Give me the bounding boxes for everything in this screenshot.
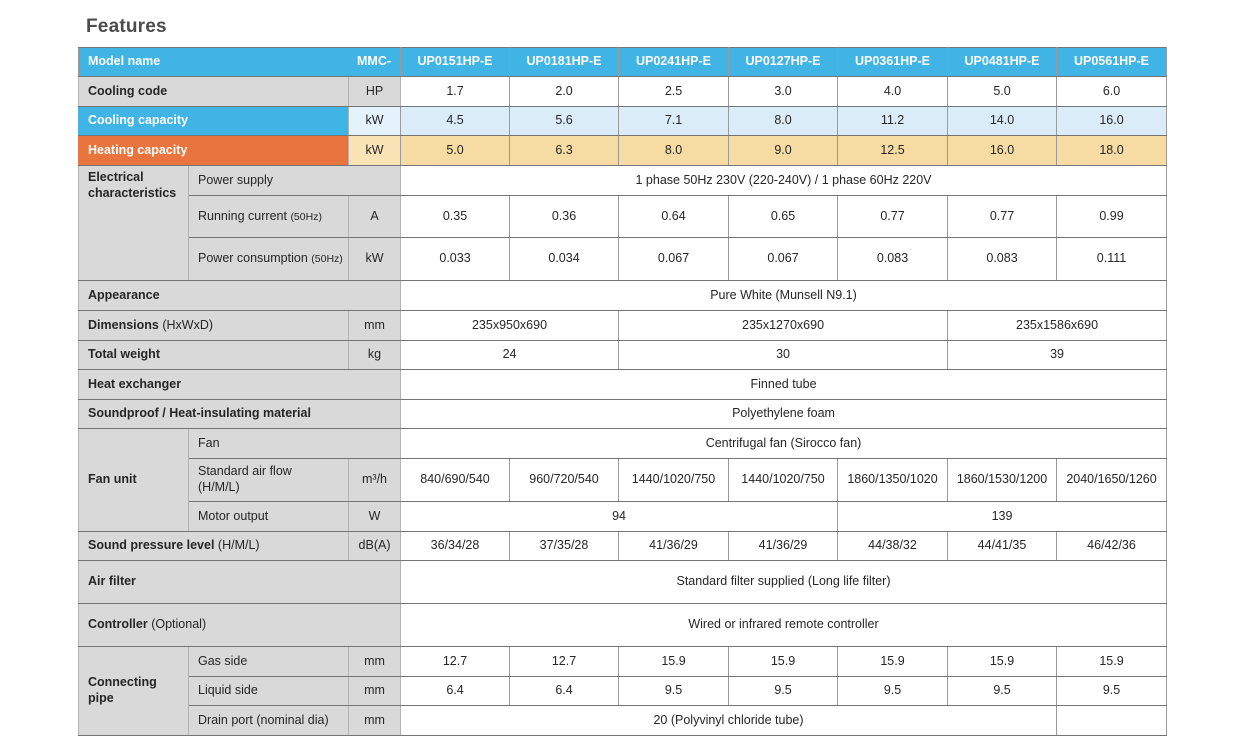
unit-cell: mm <box>349 647 401 677</box>
value-cell: 960/720/540 <box>510 459 619 502</box>
value-cell: 9.5 <box>948 677 1057 706</box>
row-label: Controller (Optional) <box>79 604 401 647</box>
value-cell: 6.3 <box>510 136 619 166</box>
value-cell: 9.0 <box>729 136 838 166</box>
row-gas-side <box>79 647 1167 677</box>
value-cell: Polyethylene foam <box>401 400 1167 429</box>
row-label: Dimensions (HxWxD) <box>79 311 349 341</box>
value-cell: 37/35/28 <box>510 532 619 561</box>
value-cell: 15.9 <box>619 647 729 677</box>
value-cell: 235x1270x690 <box>619 311 948 341</box>
value-cell: 15.9 <box>948 647 1057 677</box>
row-appearance <box>79 281 1167 311</box>
row-heating-capacity <box>79 136 1167 166</box>
value-cell: 0.034 <box>510 238 619 281</box>
value-cell: Standard filter supplied (Long life filter) <box>401 561 1167 604</box>
value-cell: 44/38/32 <box>838 532 948 561</box>
value-cell: 5.6 <box>510 107 619 136</box>
group-label: Fan unit <box>79 429 189 532</box>
sub-label: Running current (50Hz) <box>189 196 349 238</box>
unit-cell: dB(A) <box>349 532 401 561</box>
model-name-header: UP0151HP-E <box>401 48 510 77</box>
value-cell: 9.5 <box>619 677 729 706</box>
row-cooling-code <box>79 77 1167 107</box>
value-cell: 24 <box>401 341 619 370</box>
sub-label: Standard air flow (H/M/L) <box>189 459 349 502</box>
row-label: Appearance <box>79 281 401 311</box>
value-cell: 5.0 <box>401 136 510 166</box>
row-label: Heating capacity <box>79 136 349 166</box>
row-controller <box>79 604 1167 647</box>
spec-table <box>78 47 1167 736</box>
row-fan <box>79 429 1167 459</box>
value-cell: 0.083 <box>838 238 948 281</box>
value-cell: 9.5 <box>838 677 948 706</box>
value-cell: 7.1 <box>619 107 729 136</box>
value-cell: 41/36/29 <box>729 532 838 561</box>
value-cell: 6.4 <box>401 677 510 706</box>
value-cell: 0.36 <box>510 196 619 238</box>
value-cell: 44/41/35 <box>948 532 1057 561</box>
row-label: Air filter <box>79 561 401 604</box>
model-name-header: UP0481HP-E <box>948 48 1057 77</box>
value-cell: Finned tube <box>401 370 1167 400</box>
model-prefix-label: MMC- <box>357 54 392 69</box>
sub-label: Motor output <box>189 502 349 532</box>
empty-value-cell <box>1057 706 1167 736</box>
value-cell: 6.4 <box>510 677 619 706</box>
model-name-header: UP0181HP-E <box>510 48 619 77</box>
value-cell: 1860/1530/1200 <box>948 459 1057 502</box>
value-cell: 0.35 <box>401 196 510 238</box>
sub-label: Power consumption (50Hz) <box>189 238 349 281</box>
row-label: Cooling capacity <box>79 107 349 136</box>
value-cell: 8.0 <box>619 136 729 166</box>
row-power-consumption <box>79 238 1167 281</box>
value-cell: 41/36/29 <box>619 532 729 561</box>
value-cell: 1440/1020/750 <box>729 459 838 502</box>
value-cell: 2.5 <box>619 77 729 107</box>
value-cell: 15.9 <box>729 647 838 677</box>
model-name-header: UP0361HP-E <box>838 48 948 77</box>
unit-cell: kW <box>349 238 401 281</box>
unit-cell: kW <box>349 136 401 166</box>
value-cell: 235x1586x690 <box>948 311 1167 341</box>
row-label: Heat exchanger <box>79 370 401 400</box>
row-total-weight <box>79 341 1167 370</box>
sub-label: Drain port (nominal dia) <box>189 706 349 736</box>
value-cell: 2.0 <box>510 77 619 107</box>
value-cell: 12.7 <box>510 647 619 677</box>
value-cell: 16.0 <box>948 136 1057 166</box>
value-cell: Wired or infrared remote controller <box>401 604 1167 647</box>
model-name-header: UP0127HP-E <box>729 48 838 77</box>
row-drain-port <box>79 706 1167 736</box>
row-motor-output <box>79 502 1167 532</box>
value-cell: 0.77 <box>948 196 1057 238</box>
model-name-header <box>79 48 401 77</box>
value-cell: 0.033 <box>401 238 510 281</box>
value-cell: 8.0 <box>729 107 838 136</box>
value-cell: 4.0 <box>838 77 948 107</box>
value-cell: Centrifugal fan (Sirocco fan) <box>401 429 1167 459</box>
row-sound-pressure-level <box>79 532 1167 561</box>
value-cell: 0.65 <box>729 196 838 238</box>
value-cell: Pure White (Munsell N9.1) <box>401 281 1167 311</box>
model-name-header: UP0241HP-E <box>619 48 729 77</box>
row-running-current <box>79 196 1167 238</box>
sub-label: Power supply <box>189 166 401 196</box>
unit-cell: mm <box>349 677 401 706</box>
value-cell: 18.0 <box>1057 136 1167 166</box>
row-label: Cooling code <box>79 77 349 107</box>
value-cell: 139 <box>838 502 1167 532</box>
row-label: Total weight <box>79 341 349 370</box>
value-cell: 0.067 <box>619 238 729 281</box>
value-cell: 1 phase 50Hz 230V (220-240V) / 1 phase 60Hz 220V <box>401 166 1167 196</box>
value-cell: 3.0 <box>729 77 838 107</box>
value-cell: 0.77 <box>838 196 948 238</box>
value-cell: 0.64 <box>619 196 729 238</box>
model-name-label: Model name <box>88 54 161 69</box>
value-cell: 15.9 <box>838 647 948 677</box>
row-cooling-capacity <box>79 107 1167 136</box>
row-label: Sound pressure level (H/M/L) <box>79 532 349 561</box>
value-cell: 39 <box>948 341 1167 370</box>
value-cell: 840/690/540 <box>401 459 510 502</box>
unit-cell: m³/h <box>349 459 401 502</box>
value-cell: 1860/1350/1020 <box>838 459 948 502</box>
value-cell: 2040/1650/1260 <box>1057 459 1167 502</box>
value-cell: 9.5 <box>1057 677 1167 706</box>
unit-cell: A <box>349 196 401 238</box>
value-cell: 30 <box>619 341 948 370</box>
value-cell: 15.9 <box>1057 647 1167 677</box>
row-soundproof-material <box>79 400 1167 429</box>
value-cell: 11.2 <box>838 107 948 136</box>
value-cell: 12.7 <box>401 647 510 677</box>
sub-label: Fan <box>189 429 401 459</box>
row-dimensions <box>79 311 1167 341</box>
value-cell: 36/34/28 <box>401 532 510 561</box>
value-cell: 16.0 <box>1057 107 1167 136</box>
group-label: Connecting pipe <box>79 647 189 736</box>
value-cell: 4.5 <box>401 107 510 136</box>
unit-cell: mm <box>349 706 401 736</box>
group-label: Electrical characteristics <box>79 166 189 281</box>
value-cell: 5.0 <box>948 77 1057 107</box>
value-cell: 0.083 <box>948 238 1057 281</box>
value-cell: 1.7 <box>401 77 510 107</box>
row-power-supply <box>79 166 1167 196</box>
value-cell: 0.111 <box>1057 238 1167 281</box>
value-cell: 9.5 <box>729 677 838 706</box>
value-cell: 46/42/36 <box>1057 532 1167 561</box>
sub-label: Gas side <box>189 647 349 677</box>
sub-label: Liquid side <box>189 677 349 706</box>
value-cell: 235x950x690 <box>401 311 619 341</box>
value-cell: 94 <box>401 502 838 532</box>
model-name-header: UP0561HP-E <box>1057 48 1167 77</box>
value-cell: 6.0 <box>1057 77 1167 107</box>
unit-cell: W <box>349 502 401 532</box>
value-cell: 1440/1020/750 <box>619 459 729 502</box>
row-heat-exchanger <box>79 370 1167 400</box>
row-model-name <box>79 48 1167 77</box>
value-cell: 12.5 <box>838 136 948 166</box>
value-cell: 0.067 <box>729 238 838 281</box>
page-title: Features <box>86 16 167 37</box>
row-standard-air-flow <box>79 459 1167 502</box>
unit-cell: HP <box>349 77 401 107</box>
unit-cell: kg <box>349 341 401 370</box>
unit-cell: mm <box>349 311 401 341</box>
value-cell: 14.0 <box>948 107 1057 136</box>
unit-cell: kW <box>349 107 401 136</box>
row-liquid-side <box>79 677 1167 706</box>
value-cell: 0.99 <box>1057 196 1167 238</box>
row-label: Soundproof / Heat-insulating material <box>79 400 401 429</box>
value-cell: 20 (Polyvinyl chloride tube) <box>401 706 1057 736</box>
row-air-filter <box>79 561 1167 604</box>
